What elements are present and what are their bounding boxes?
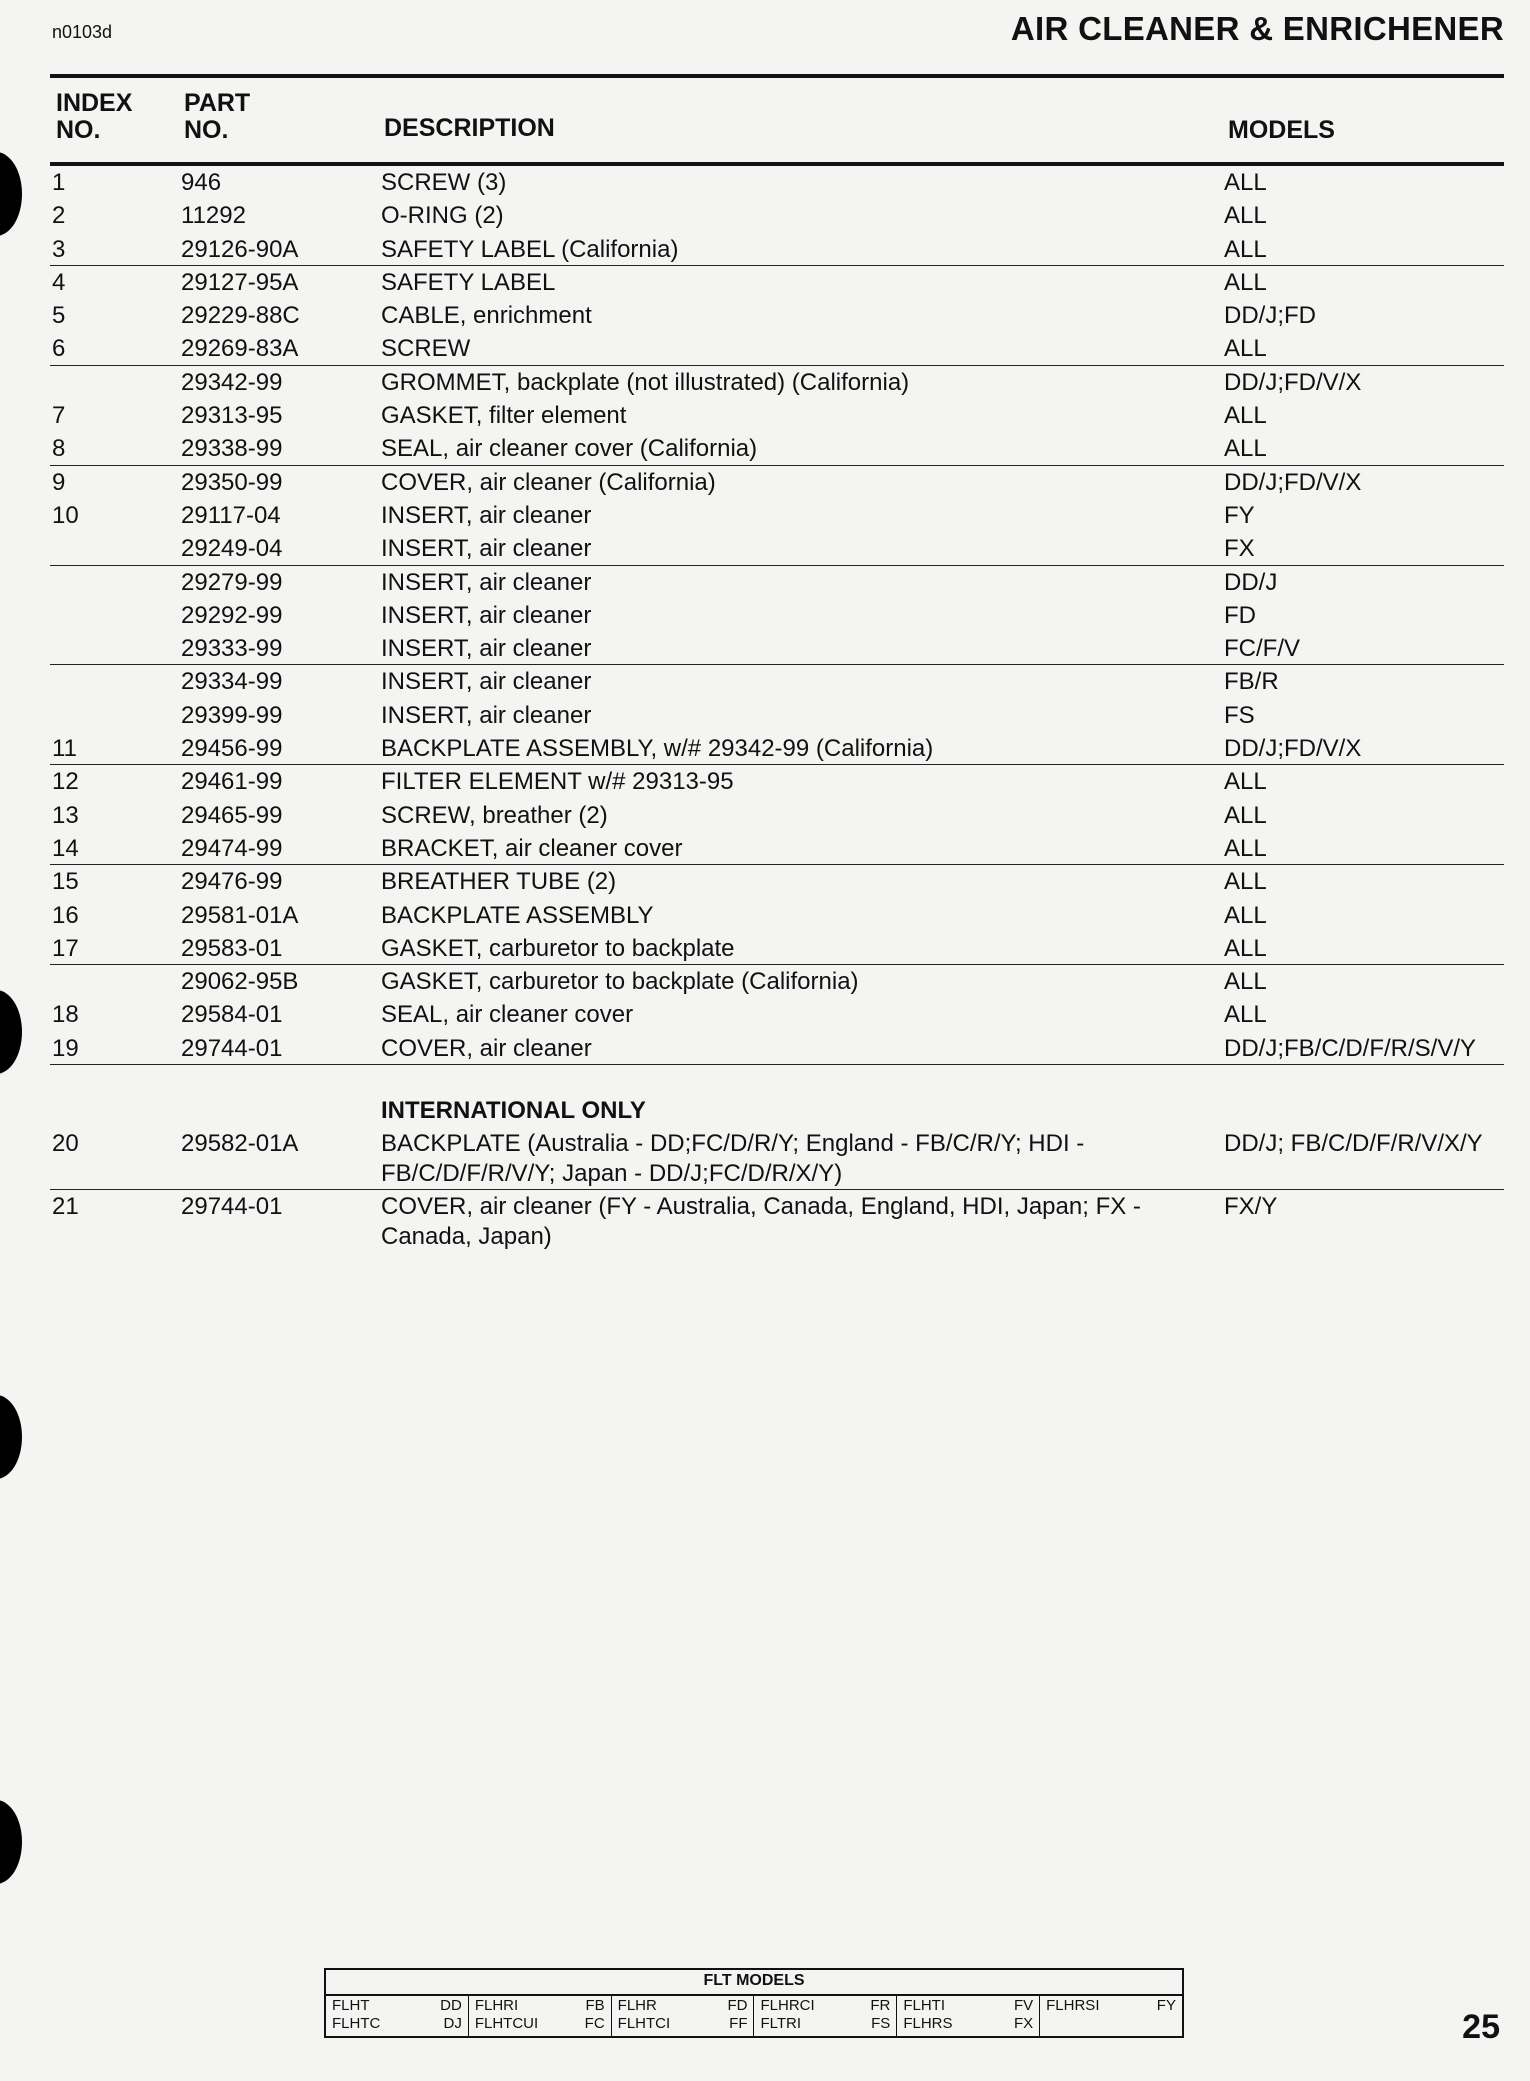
legend-model-name: FLHRS [903,2015,953,2032]
row-models: DD/J;FD [1224,302,1316,330]
flt-models-legend [324,1968,1184,2038]
row-description: BACKPLATE ASSEMBLY, w/# 29342-99 (California) [381,735,934,763]
row-models: ALL [1224,801,1267,829]
row-part-number: 946 [181,169,222,196]
row-index: 18 [52,1001,79,1029]
row-models: FD [1224,601,1256,629]
row-models: FC/F/V [1224,635,1300,663]
row-description: INSERT, air cleaner [381,635,592,663]
row-part-number: 29338-99 [181,435,283,463]
legend-cell [469,1995,612,2036]
row-models: ALL [1224,435,1267,463]
row-description: GASKET, filter element [381,402,627,430]
row-models: FS [1224,701,1255,729]
legend-model-name: FLHTCI [617,2015,671,2032]
table-row [50,832,1504,865]
table-row [50,1032,1504,1065]
row-description: BRACKET, air cleaner cover [381,834,683,862]
table-row [50,732,1504,765]
table-row [50,532,1504,565]
table-body [50,166,1504,1065]
table-row [50,233,1504,266]
row-part-number: 29127-95A [181,268,299,296]
row-index: 5 [52,302,66,330]
row-index: 11 [52,735,77,763]
row-part-number: 29399-99 [181,701,283,729]
row-index: 7 [52,402,66,430]
row-models: DD/J;FD/V/X [1224,368,1362,396]
row-part-number: 29744-01 [181,1193,283,1221]
table-row [50,799,1504,832]
legend-cell [1040,1995,1182,2036]
row-models: ALL [1224,868,1267,896]
row-part-number: 29583-01 [181,934,283,962]
row-part-number: 29581-01A [181,901,299,929]
table-row [50,998,1504,1031]
binder-hole [0,990,22,1074]
legend-model-code: FB [585,1997,605,2014]
row-index: 1 [52,169,66,196]
header-description: DESCRIPTION [384,114,555,142]
row-description: SAFETY LABEL [381,268,556,296]
row-part-number: 11292 [181,202,246,230]
table-row [50,632,1504,665]
row-part-number: 29582-01A [181,1130,299,1158]
row-description: O-RING (2) [381,202,504,230]
table-row [50,599,1504,632]
row-description: INSERT, air cleaner [381,535,592,563]
legend-model-name: FLTRI [760,2015,802,2032]
row-part-number: 29126-90A [181,235,299,263]
table-row [50,399,1504,432]
legend-model-code: DJ [443,2015,462,2032]
table-row [50,1127,1504,1190]
legend-cell [754,1995,897,2036]
legend-model-name: FLHTCUI [474,2015,539,2032]
table-row [50,299,1504,332]
legend-model-code: FC [584,2015,605,2032]
row-index: 19 [52,1034,79,1062]
row-part-number: 29117-04 [181,501,281,529]
row-description: COVER, air cleaner (California) [381,468,716,496]
row-models: ALL [1224,968,1267,996]
legend-model-code: FF [729,2015,748,2032]
legend-model-code: FD [727,1997,748,2014]
row-part-number: 29334-99 [181,668,283,696]
table-row [50,665,1504,698]
row-models: ALL [1224,268,1267,296]
row-part-number: 29249-04 [181,535,283,563]
row-description: GASKET, carburetor to backplate [381,934,735,962]
legend-title: FLT MODELS [703,1972,805,1989]
row-description: GROMMET, backplate (not illustrated) (California) [381,368,910,396]
row-part-number: 29269-83A [181,335,299,363]
row-index: 3 [52,235,66,263]
row-part-number: 29229-88C [181,302,300,330]
table-row [50,699,1504,732]
table-row [50,366,1504,399]
row-index: 21 [52,1193,79,1221]
row-index: 4 [52,268,66,296]
binder-hole [0,152,22,236]
row-models: FB/R [1224,668,1279,696]
page-code: n0103d [52,22,113,42]
row-description: FILTER ELEMENT w/# 29313-95 [381,768,734,796]
row-index: 20 [52,1130,79,1158]
row-description: COVER, air cleaner (FY - Australia, Canada, England, HDI, Japan; FX - Canada, Japan) [381,1193,1141,1251]
row-description: SCREW, breather (2) [381,801,608,829]
table-row [50,932,1504,965]
row-models: ALL [1224,768,1267,796]
top-rule [50,74,1504,78]
row-description: INSERT, air cleaner [381,568,592,596]
legend-model-code: FV [1013,1997,1034,2014]
row-models: ALL [1224,402,1267,430]
row-models: FX/Y [1224,1193,1278,1221]
international-section-title: INTERNATIONAL ONLY [381,1097,646,1125]
table-row [50,332,1504,365]
table-row [50,499,1504,532]
row-models: ALL [1224,202,1267,230]
row-part-number: 29313-95 [181,402,283,430]
row-models: ALL [1224,934,1267,962]
row-description: BACKPLATE (Australia - DD;FC/D/R/Y; England - FB/C/R/Y; HDI - FB/C/D/F/R/V/Y; Japan - DD/J;FC/D/R/X/Y) [381,1130,1085,1188]
row-index: 2 [52,202,66,230]
row-part-number: 29333-99 [181,635,283,663]
row-models: FX [1224,535,1255,563]
page-title: AIR CLEANER & ENRICHENER [1010,10,1504,47]
table-row [50,965,1504,998]
row-description: GASKET, carburetor to backplate (California) [381,968,859,996]
legend-model-name: FLHRCI [760,1997,815,2014]
legend-model-name: FLHTC [332,2015,381,2032]
row-part-number: 29350-99 [181,468,283,496]
row-description: SEAL, air cleaner cover (California) [381,435,758,463]
table-row [50,865,1504,898]
legend-model-code: FS [871,2015,891,2032]
header-models: MODELS [1228,116,1335,144]
row-index: 14 [52,834,79,862]
legend-model-code: DD [440,1997,462,2014]
row-description: SEAL, air cleaner cover [381,1001,634,1029]
legend-model-name: FLHRSI [1046,1997,1100,2014]
row-models: ALL [1224,335,1267,363]
row-index: 13 [52,801,79,829]
row-models: ALL [1224,169,1267,196]
table-row [50,899,1504,932]
table-header [50,86,1504,166]
row-models: ALL [1224,235,1267,263]
row-index: 8 [52,435,66,463]
row-part-number: 29279-99 [181,568,283,596]
row-description: CABLE, enrichment [381,302,592,330]
legend-cell [612,1995,755,2036]
legend-cell [897,1995,1040,2036]
row-part-number: 29584-01 [181,1001,283,1029]
legend-model-code: FY [1156,1997,1176,2014]
row-description: INSERT, air cleaner [381,701,592,729]
row-description: INSERT, air cleaner [381,501,592,529]
row-index: 10 [52,501,79,529]
row-models: ALL [1224,834,1267,862]
binder-hole [0,1395,22,1479]
row-models: ALL [1224,901,1267,929]
international-body [50,1127,1504,1253]
row-part-number: 29342-99 [181,368,283,396]
row-models: FY [1224,501,1255,529]
row-part-number: 29744-01 [181,1034,283,1062]
row-description: INSERT, air cleaner [381,601,592,629]
table-row [50,199,1504,232]
row-part-number: 29461-99 [181,768,283,796]
table-row [50,1190,1504,1253]
row-description: BACKPLATE ASSEMBLY [381,901,654,929]
table-row [50,566,1504,599]
row-description: BREATHER TUBE (2) [381,868,617,896]
row-part-number: 29476-99 [181,868,283,896]
legend-model-name: FLHRI [474,1997,519,2014]
row-index: 6 [52,335,66,363]
legend-cell [326,1995,469,2036]
row-index: 17 [52,934,79,962]
legend-model-name: FLHR [617,1997,657,2014]
row-index: 15 [52,868,79,896]
legend-model-name: FLHT [332,1997,370,2014]
row-models: ALL [1224,1001,1267,1029]
row-part-number: 29474-99 [181,834,283,862]
row-description: COVER, air cleaner [381,1034,592,1062]
table-row [50,266,1504,299]
binder-hole [0,1800,22,1884]
row-part-number: 29292-99 [181,601,283,629]
row-part-number: 29062-95B [181,968,299,996]
legend-model-name: FLHTI [903,1997,945,2014]
row-models: DD/J [1224,568,1278,596]
row-models: DD/J;FD/V/X [1224,735,1362,763]
page-number: 25 [1462,2008,1500,2046]
row-description: SAFETY LABEL (California) [381,235,679,263]
legend-model-code: FX [1013,2015,1034,2032]
table-row [50,765,1504,798]
row-models: DD/J; FB/C/D/F/R/V/X/Y [1224,1130,1483,1158]
row-description: SCREW [381,335,471,363]
legend-model-code: FR [870,1997,891,2014]
table-row [50,432,1504,465]
row-description: SCREW (3) [381,169,507,196]
row-index: 16 [52,901,79,929]
header-index: INDEX NO. [56,89,133,144]
row-index: 9 [52,468,66,496]
header-part: PART NO. [184,89,251,144]
table-row [50,166,1504,199]
parts-table [50,86,1504,1253]
row-models: DD/J;FB/C/D/F/R/S/V/Y [1224,1034,1477,1062]
row-index: 12 [52,768,79,796]
row-part-number: 29456-99 [181,735,283,763]
table-row [50,466,1504,499]
row-models: DD/J;FD/V/X [1224,468,1362,496]
row-part-number: 29465-99 [181,801,283,829]
row-description: INSERT, air cleaner [381,668,592,696]
